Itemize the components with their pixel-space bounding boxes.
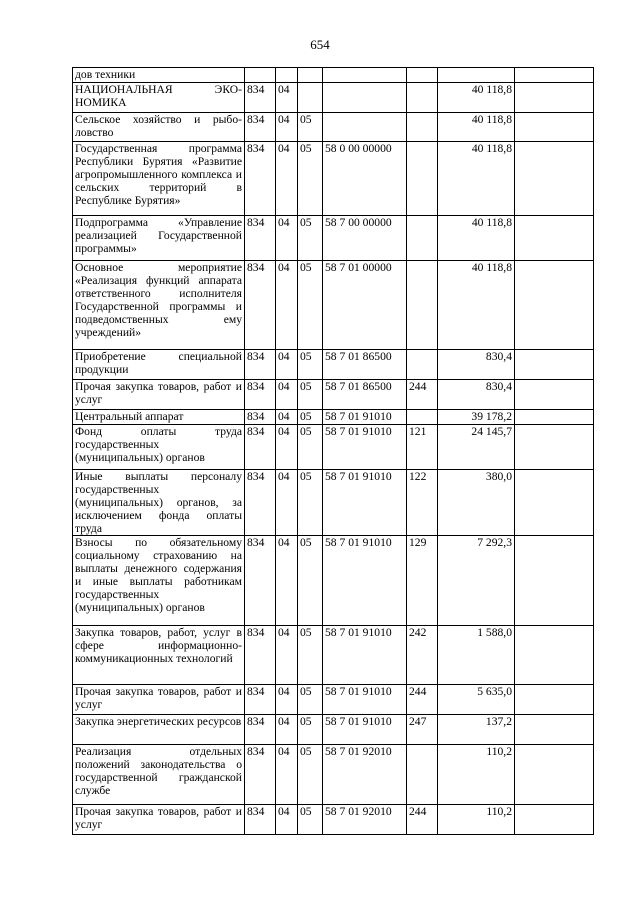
cell-rz: 04 bbox=[276, 380, 298, 410]
cell-name: Прочая закупка товаров, работ и услуг bbox=[73, 380, 245, 410]
cell-name: Иные выплаты персоналу государственных (муниципальных) органов, за исключением фонда оплаты труда bbox=[73, 470, 245, 536]
cell-ved: 834 bbox=[245, 380, 276, 410]
cell-rz: 04 bbox=[276, 536, 298, 626]
cell-ved: 834 bbox=[245, 261, 276, 350]
page-number: 654 bbox=[310, 37, 330, 52]
cell-sum: 830,4 bbox=[438, 350, 515, 380]
cell-vr bbox=[407, 68, 438, 83]
cell-ved: 834 bbox=[245, 410, 276, 425]
cell-ved: 834 bbox=[245, 470, 276, 536]
table-row bbox=[73, 715, 594, 745]
cell-name: Закупка товаров, работ, услуг в сфере информационно-коммуникационных технологий bbox=[73, 626, 245, 685]
cell-csr: 58 7 01 92010 bbox=[323, 745, 407, 805]
cell-rz: 04 bbox=[276, 142, 298, 216]
cell-ved: 834 bbox=[245, 536, 276, 626]
cell-empty bbox=[515, 113, 594, 142]
cell-name: Прочая закупка товаров, работ и услуг bbox=[73, 805, 245, 835]
cell-sum: 5 635,0 bbox=[438, 685, 515, 715]
cell-ved: 834 bbox=[245, 425, 276, 470]
cell-vr bbox=[407, 83, 438, 113]
cell-csr: 58 7 01 91010 bbox=[323, 715, 407, 745]
cell-vr bbox=[407, 350, 438, 380]
cell-rz: 04 bbox=[276, 350, 298, 380]
cell-empty bbox=[515, 83, 594, 113]
cell-name: Прочая закупка товаров, работ и услуг bbox=[73, 685, 245, 715]
cell-vr: 122 bbox=[407, 470, 438, 536]
cell-pr bbox=[298, 68, 323, 83]
cell-sum: 24 145,7 bbox=[438, 425, 515, 470]
cell-csr: 58 7 00 00000 bbox=[323, 216, 407, 261]
cell-sum: 40 118,8 bbox=[438, 83, 515, 113]
table-row bbox=[73, 68, 594, 83]
cell-rz: 04 bbox=[276, 261, 298, 350]
cell-empty bbox=[515, 745, 594, 805]
cell-vr: 121 bbox=[407, 425, 438, 470]
cell-pr: 05 bbox=[298, 350, 323, 380]
cell-empty bbox=[515, 536, 594, 626]
cell-sum: 1 588,0 bbox=[438, 626, 515, 685]
table-row bbox=[73, 685, 594, 715]
cell-empty bbox=[515, 216, 594, 261]
cell-pr: 05 bbox=[298, 425, 323, 470]
cell-name: Фонд оплаты труда государственных (муниципальных) органов bbox=[73, 425, 245, 470]
cell-name: дов техники bbox=[73, 68, 245, 83]
cell-csr: 58 7 01 00000 bbox=[323, 261, 407, 350]
cell-empty bbox=[515, 805, 594, 835]
cell-sum: 40 118,8 bbox=[438, 216, 515, 261]
cell-csr: 58 7 01 86500 bbox=[323, 350, 407, 380]
cell-vr bbox=[407, 410, 438, 425]
table-row bbox=[73, 410, 594, 425]
cell-csr: 58 7 01 91010 bbox=[323, 425, 407, 470]
cell-ved: 834 bbox=[245, 685, 276, 715]
cell-empty bbox=[515, 626, 594, 685]
cell-empty bbox=[515, 410, 594, 425]
cell-ved: 834 bbox=[245, 83, 276, 113]
cell-empty bbox=[515, 425, 594, 470]
cell-pr: 05 bbox=[298, 626, 323, 685]
cell-rz bbox=[276, 68, 298, 83]
table-row bbox=[73, 216, 594, 261]
table-row bbox=[73, 425, 594, 470]
cell-name: Центральный аппарат bbox=[73, 410, 245, 425]
cell-sum: 7 292,3 bbox=[438, 536, 515, 626]
table-row bbox=[73, 626, 594, 685]
table-row bbox=[73, 380, 594, 410]
cell-ved: 834 bbox=[245, 142, 276, 216]
cell-vr bbox=[407, 113, 438, 142]
cell-empty bbox=[515, 470, 594, 536]
cell-sum: 110,2 bbox=[438, 745, 515, 805]
cell-name: Основное мероприятие «Реализация функций аппарата ответственного исполнителя Государственной программы и подведомственных ему учреждений» bbox=[73, 261, 245, 350]
cell-csr: 58 7 01 91010 bbox=[323, 685, 407, 715]
cell-sum: 39 178,2 bbox=[438, 410, 515, 425]
cell-ved: 834 bbox=[245, 745, 276, 805]
cell-ved: 834 bbox=[245, 805, 276, 835]
cell-csr: 58 7 01 92010 bbox=[323, 805, 407, 835]
cell-empty bbox=[515, 380, 594, 410]
cell-csr: 58 7 01 91010 bbox=[323, 536, 407, 626]
cell-sum: 830,4 bbox=[438, 380, 515, 410]
cell-empty bbox=[515, 68, 594, 83]
cell-pr: 05 bbox=[298, 715, 323, 745]
cell-sum: 380,0 bbox=[438, 470, 515, 536]
cell-vr: 244 bbox=[407, 805, 438, 835]
cell-pr bbox=[298, 83, 323, 113]
table-row bbox=[73, 745, 594, 805]
cell-name: Приобретение специальной продукции bbox=[73, 350, 245, 380]
cell-vr bbox=[407, 142, 438, 216]
cell-empty bbox=[515, 685, 594, 715]
cell-vr: 247 bbox=[407, 715, 438, 745]
table-row bbox=[73, 470, 594, 536]
cell-ved: 834 bbox=[245, 216, 276, 261]
cell-empty bbox=[515, 261, 594, 350]
cell-name: Взносы по обязательному социальному страхованию на выплаты денежного содержания и иные выплаты работникам государственных (муниципальных) органов bbox=[73, 536, 245, 626]
cell-pr: 05 bbox=[298, 470, 323, 536]
cell-rz: 04 bbox=[276, 83, 298, 113]
cell-pr: 05 bbox=[298, 142, 323, 216]
cell-pr: 05 bbox=[298, 113, 323, 142]
cell-rz: 04 bbox=[276, 685, 298, 715]
cell-csr: 58 7 01 86500 bbox=[323, 380, 407, 410]
table-row bbox=[73, 536, 594, 626]
cell-rz: 04 bbox=[276, 715, 298, 745]
cell-name: НАЦИОНАЛЬНАЯ ЭКО-НОМИКА bbox=[73, 83, 245, 113]
cell-pr: 05 bbox=[298, 745, 323, 805]
table-row bbox=[73, 261, 594, 350]
cell-csr bbox=[323, 83, 407, 113]
cell-name: Сельское хозяйство и рыбо-ловство bbox=[73, 113, 245, 142]
cell-empty bbox=[515, 142, 594, 216]
cell-ved: 834 bbox=[245, 626, 276, 685]
cell-sum: 40 118,8 bbox=[438, 113, 515, 142]
cell-rz: 04 bbox=[276, 745, 298, 805]
cell-vr bbox=[407, 216, 438, 261]
cell-csr bbox=[323, 113, 407, 142]
cell-pr: 05 bbox=[298, 536, 323, 626]
cell-rz: 04 bbox=[276, 410, 298, 425]
cell-rz: 04 bbox=[276, 216, 298, 261]
cell-csr: 58 7 01 91010 bbox=[323, 470, 407, 536]
cell-rz: 04 bbox=[276, 113, 298, 142]
cell-sum: 40 118,8 bbox=[438, 261, 515, 350]
cell-pr: 05 bbox=[298, 410, 323, 425]
cell-vr: 129 bbox=[407, 536, 438, 626]
cell-sum bbox=[438, 68, 515, 83]
table-row bbox=[73, 113, 594, 142]
cell-name: Подпрограмма «Управление реализацией Государственной программы» bbox=[73, 216, 245, 261]
cell-rz: 04 bbox=[276, 470, 298, 536]
cell-empty bbox=[515, 715, 594, 745]
cell-vr: 244 bbox=[407, 380, 438, 410]
cell-sum: 40 118,8 bbox=[438, 142, 515, 216]
table-row bbox=[73, 142, 594, 216]
cell-ved: 834 bbox=[245, 715, 276, 745]
cell-rz: 04 bbox=[276, 626, 298, 685]
cell-ved: 834 bbox=[245, 350, 276, 380]
cell-vr bbox=[407, 745, 438, 805]
table-row bbox=[73, 805, 594, 835]
cell-sum: 137,2 bbox=[438, 715, 515, 745]
cell-pr: 05 bbox=[298, 805, 323, 835]
cell-pr: 05 bbox=[298, 685, 323, 715]
cell-csr: 58 0 00 00000 bbox=[323, 142, 407, 216]
cell-vr: 244 bbox=[407, 685, 438, 715]
table-body bbox=[73, 68, 594, 835]
cell-ved: 834 bbox=[245, 113, 276, 142]
budget-table bbox=[72, 67, 594, 835]
cell-rz: 04 bbox=[276, 805, 298, 835]
cell-rz: 04 bbox=[276, 425, 298, 470]
cell-pr: 05 bbox=[298, 380, 323, 410]
cell-pr: 05 bbox=[298, 216, 323, 261]
cell-csr: 58 7 01 91010 bbox=[323, 626, 407, 685]
table-row bbox=[73, 350, 594, 380]
cell-name: Реализация отдельных положений законодательства о государственной гражданской службе bbox=[73, 745, 245, 805]
cell-sum: 110,2 bbox=[438, 805, 515, 835]
cell-vr bbox=[407, 261, 438, 350]
cell-empty bbox=[515, 350, 594, 380]
cell-csr: 58 7 01 91010 bbox=[323, 410, 407, 425]
cell-name: Закупка энергетических ресурсов bbox=[73, 715, 245, 745]
cell-name: Государственная программа Республики Бурятия «Развитие агропромышленного комплекса и сельских территорий в Республике Бурятия» bbox=[73, 142, 245, 216]
table-row bbox=[73, 83, 594, 113]
cell-pr: 05 bbox=[298, 261, 323, 350]
cell-csr bbox=[323, 68, 407, 83]
cell-ved bbox=[245, 68, 276, 83]
cell-vr: 242 bbox=[407, 626, 438, 685]
